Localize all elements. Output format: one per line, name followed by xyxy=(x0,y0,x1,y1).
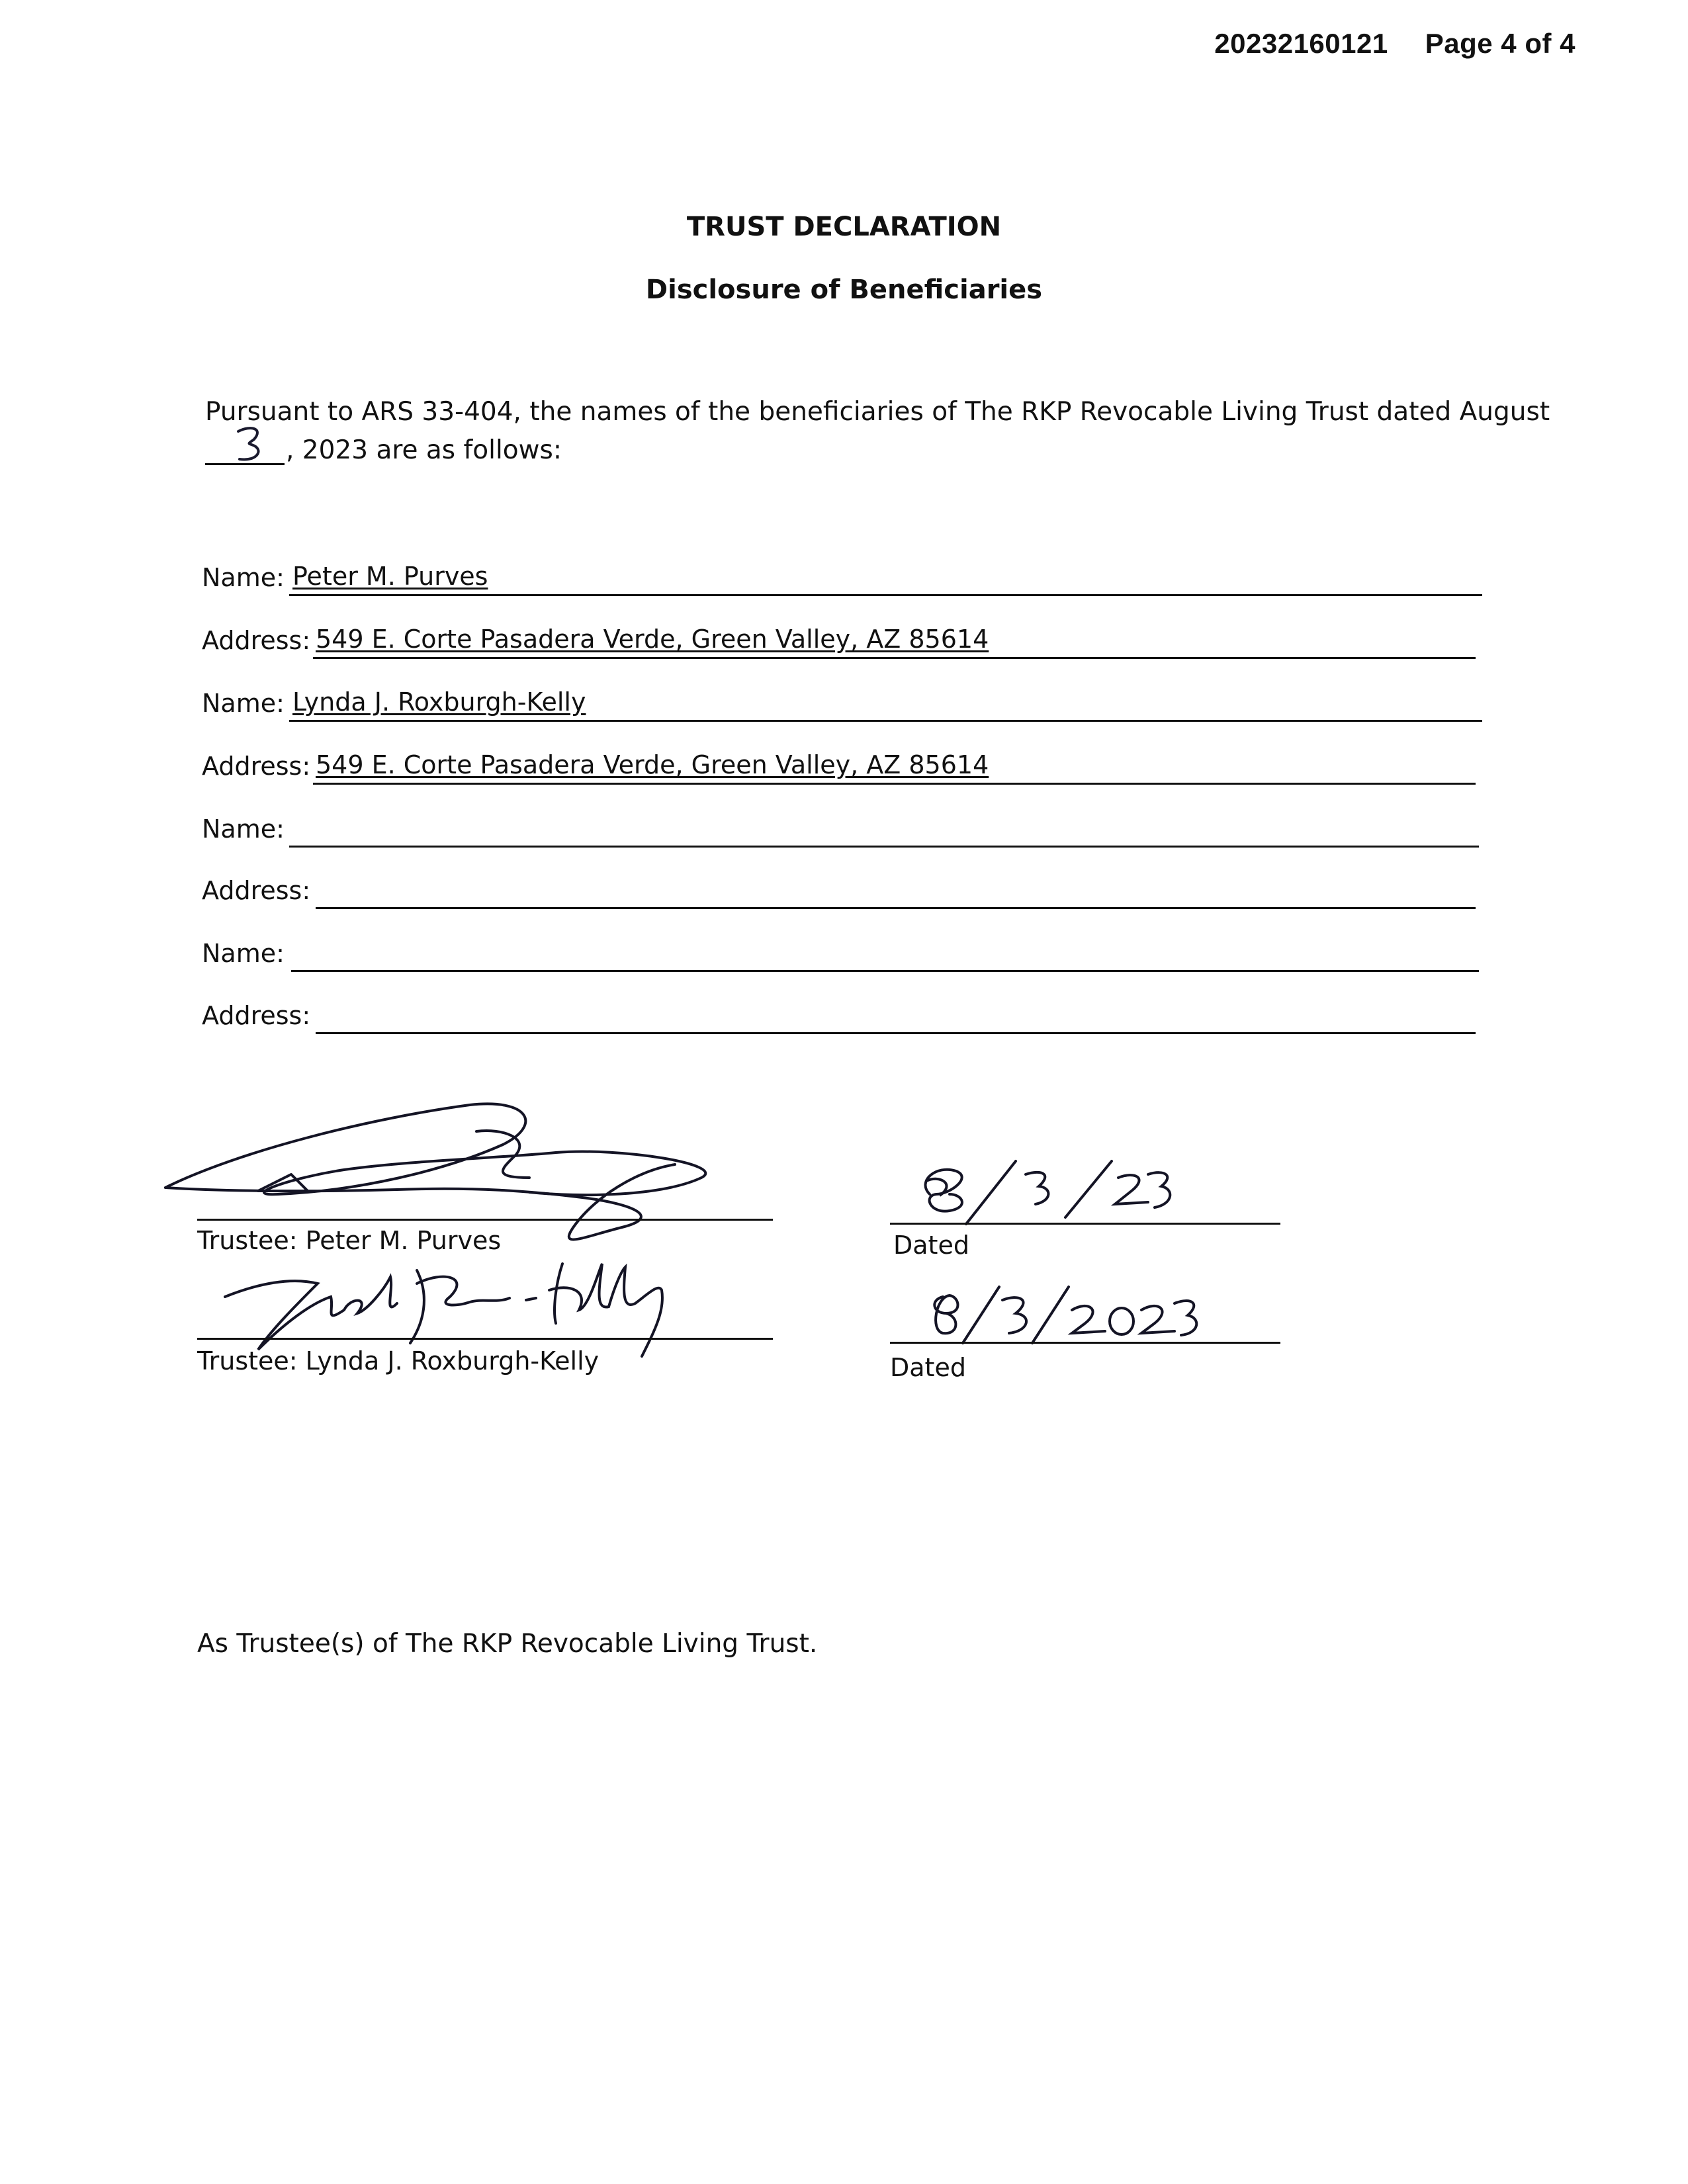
address-label: Address: xyxy=(202,626,311,655)
address-label: Address: xyxy=(202,752,311,781)
name-line xyxy=(289,846,1479,848)
name-label: Name: xyxy=(202,563,285,592)
address-line xyxy=(313,657,1476,659)
address-label: Address: xyxy=(202,1001,311,1030)
name-line xyxy=(289,720,1482,722)
trustee-1-label: Trustee: Peter M. Purves xyxy=(197,1226,502,1255)
name-label: Name: xyxy=(202,939,285,968)
handwritten-date-2 xyxy=(923,1284,1201,1350)
beneficiary-4-address-row xyxy=(202,997,1482,1037)
date-line-2 xyxy=(890,1342,1280,1344)
name-line xyxy=(289,594,1482,596)
beneficiary-1-name-row xyxy=(202,559,1482,599)
beneficiary-2-name-row xyxy=(202,685,1482,724)
name-label: Name: xyxy=(202,814,285,844)
page-indicator: Page 4 of 4 xyxy=(1425,28,1576,59)
dated-label-1: Dated xyxy=(893,1231,969,1260)
beneficiary-1-address-row xyxy=(202,622,1482,662)
beneficiary-2-name: Lynda J. Roxburgh-Kelly xyxy=(292,687,586,717)
name-label: Name: xyxy=(202,689,285,718)
dated-label-2: Dated xyxy=(890,1353,966,1382)
document-title: TRUST DECLARATION xyxy=(686,212,1002,242)
beneficiary-4-name-row xyxy=(202,935,1482,975)
page-header xyxy=(1214,28,1576,60)
intro-line-2-text: , 2023 are as follows: xyxy=(286,435,562,465)
recording-number: 20232160121 xyxy=(1214,28,1388,59)
beneficiary-2-address: 549 E. Corte Pasadera Verde, Green Valley, AZ 85614 xyxy=(316,750,989,779)
handwritten-day-3 xyxy=(232,423,271,463)
footer-statement: As Trustee(s) of The RKP Revocable Living Trust. xyxy=(197,1629,818,1659)
beneficiary-3-address-row xyxy=(202,872,1482,912)
address-line xyxy=(316,907,1476,909)
signature-line-1 xyxy=(197,1219,773,1221)
date-line-1 xyxy=(890,1223,1280,1225)
trustee-2-label: Trustee: Lynda J. Roxburgh-Kelly xyxy=(197,1346,600,1376)
address-line xyxy=(316,1032,1476,1034)
address-line xyxy=(313,783,1476,785)
beneficiary-2-address-row xyxy=(202,748,1482,787)
beneficiary-1-name: Peter M. Purves xyxy=(292,562,488,591)
address-label: Address: xyxy=(202,876,311,905)
name-line xyxy=(291,970,1479,972)
beneficiary-3-name-row xyxy=(202,810,1482,850)
intro-line-1: Pursuant to ARS 33-404, the names of the beneficiaries of The RKP Revocable Living Trust dated August xyxy=(205,397,1550,427)
signature-line-2 xyxy=(197,1338,773,1340)
beneficiary-1-address: 549 E. Corte Pasadera Verde, Green Valley, AZ 85614 xyxy=(316,625,989,654)
handwritten-date-1 xyxy=(910,1155,1201,1234)
document-subtitle: Disclosure of Beneficiaries xyxy=(645,275,1043,305)
